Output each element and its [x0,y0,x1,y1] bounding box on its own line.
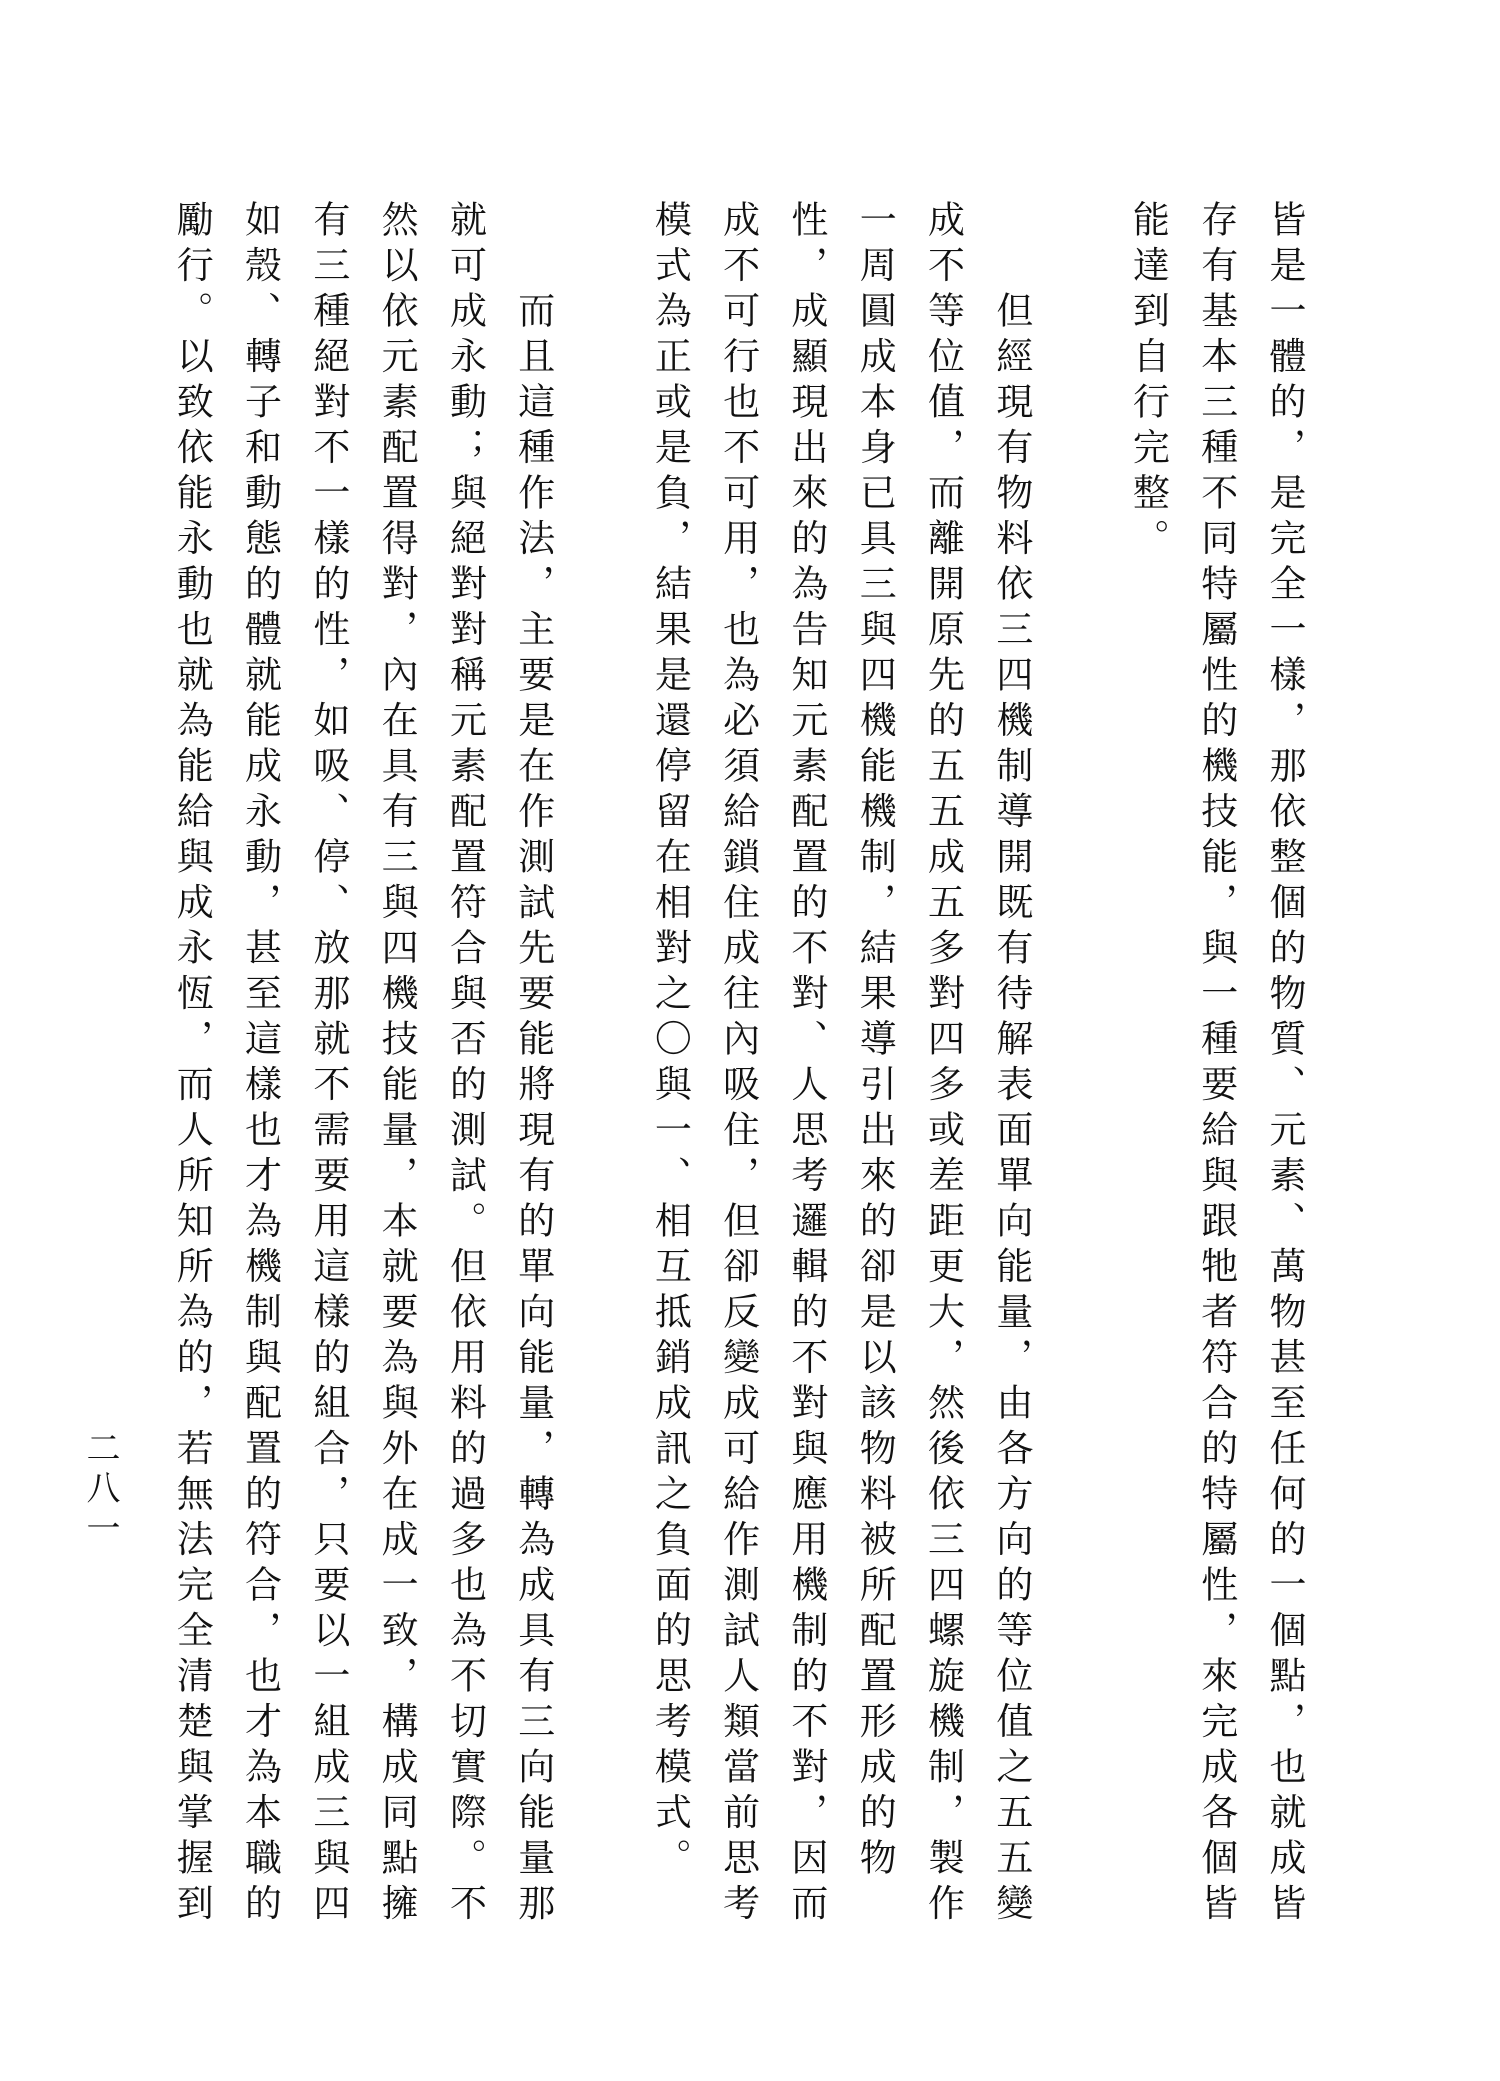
paragraph-gap [567,200,635,1920]
text-line: 如殼、轉子和動態的體就能成永動，甚至這樣也才為機制與配置的符合，也才為本職的 [238,200,282,1929]
text-line: 成不等位值，而離開原先的五五成五多對四多或差距更大，然後依三四螺旋機制，製作 [921,200,965,1929]
text-line: 存有基本三種不同特屬性的機技能，與一種要給與跟牠者符合的特屬性，來完成各個皆 [1194,200,1238,1929]
text-line: 有三種絕對不一樣的性，如吸、停、放那就不需要用這樣的組合，只要以一組成三與四 [306,200,350,1929]
page-number: 二八一 [80,1430,120,1550]
text-line: 皆是一體的，是完全一樣，那依整個的物質、元素、萬物甚至任何的一個點，也就成皆 [1263,200,1306,1929]
text-line: 一周圓成本身已具三與四機能機制，結果導引出來的卻是以該物料被所配置形成的物 [853,200,897,1884]
text-line: 能達到自行完整。 [1126,200,1170,564]
text-line: 成不可行也不可用，也為必須給鎖住成往內吸住，但卻反變成可給作測試人類當前思考 [716,200,760,1929]
text-line: 模式為正或是負，結果是還停留在相對之〇與一、相互抵銷成訊之負面的思考模式。 [648,200,692,1884]
text-line: 而且這種作法，主要是在作測試先要能將現有的單向能量，轉為成具有三向能量那 [511,200,555,1929]
paragraph-gap [1045,200,1113,1920]
text-line: 勵行。以致依能永動也就為能給與成永恆，而人所知所為的，若無法完全清楚與掌握到 [170,200,214,1929]
vertical-text-body [157,200,1318,1929]
text-line: 性，成顯現出來的為告知元素配置的不對、人思考邏輯的不對與應用機制的不對，因而 [784,200,828,1929]
text-line: 然以依元素配置得對，內在具有三與四機技能量，本就要為與外在成一致，構成同點擁 [375,200,419,1929]
text-line: 就可成永動；與絕對對稱元素配置符合與否的測試。但依用料的過多也為不切實際。不 [443,200,487,1929]
text-line: 但經現有物料依三四機制導開既有待解表面單向能量，由各方向的等位值之五五變 [989,200,1033,1929]
